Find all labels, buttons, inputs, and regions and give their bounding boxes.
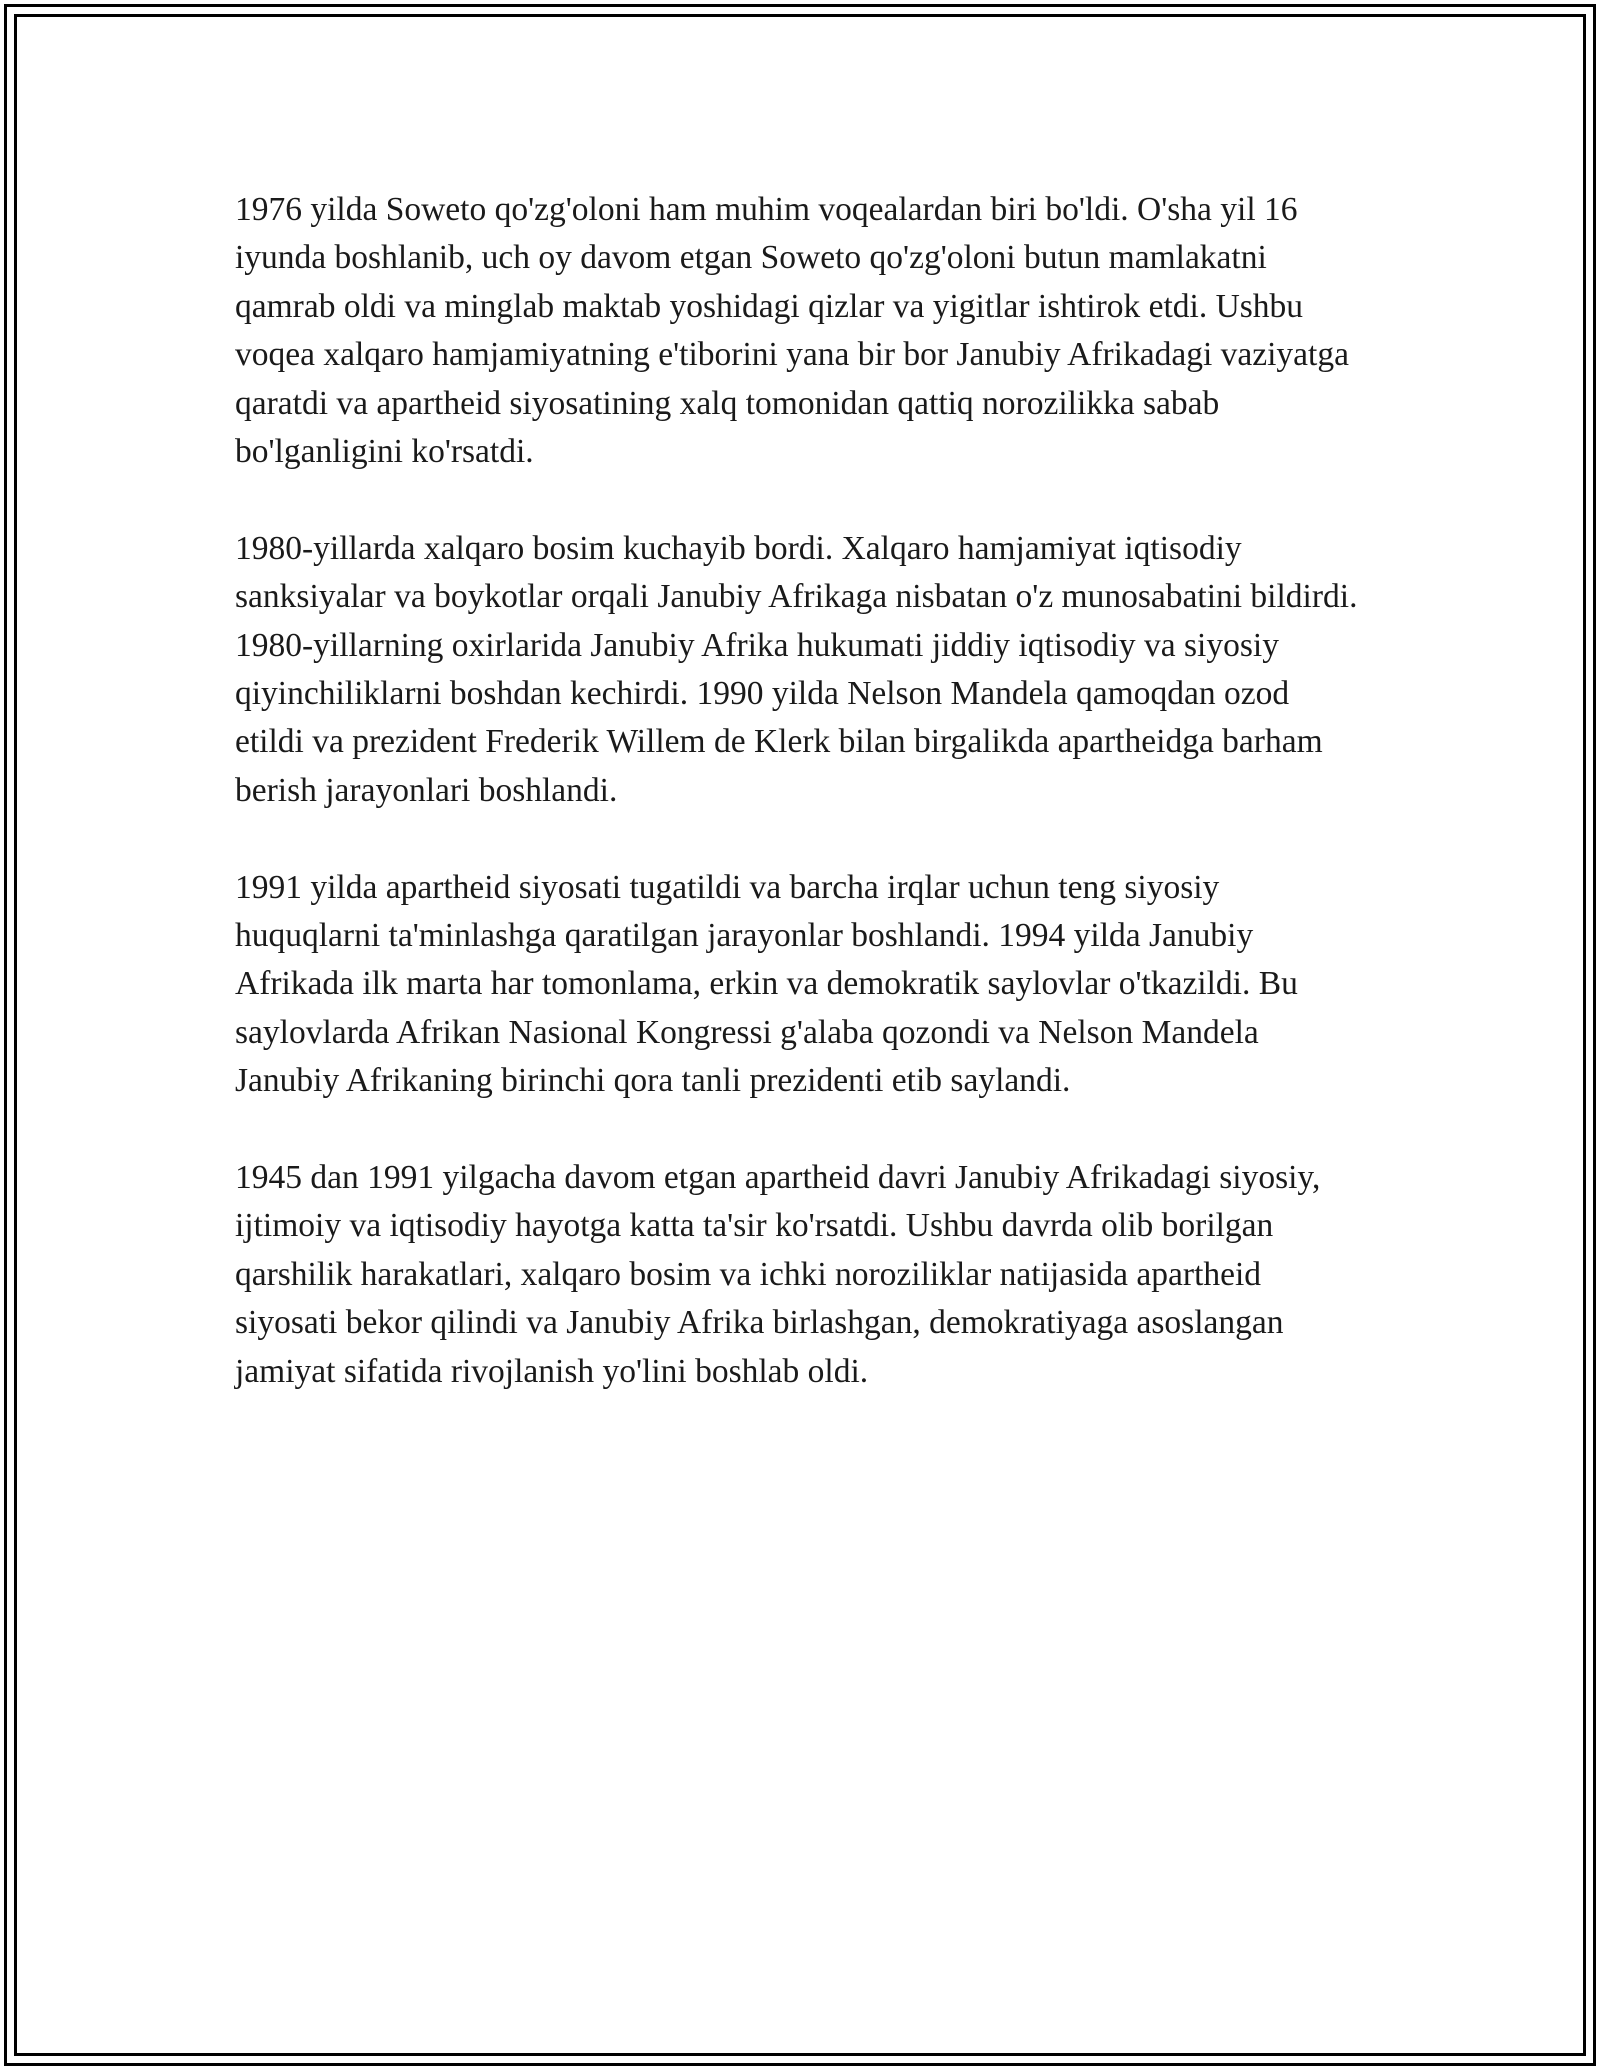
paragraph-soweto-uprising: 1976 yilda Soweto qo'zg'oloni ham muhim voqealardan biri bo'ldi. O'sha yil 16 iyunda boshlanib, uch oy davom etgan Soweto qo'zg'oloni butun mamlakatni qamrab oldi va minglab maktab yoshidagi qizlar va yigitlar ishtirok etdi. Ushbu voqea xalqaro hamjamiyatning e'tiborini yana bir bor Janubiy Afrikadagi vaziyatga qaratdi va apartheid siyosatining xalq tomonidan qattiq norozilikka sabab bo'lganligini ko'rsatdi. xyxy=(235,191,1349,471)
paragraph-international-pressure: 1980-yillarda xalqaro bosim kuchayib bordi. Xalqaro hamjamiyat iqtisodiy sanksiyalar va boykotlar orqali Janubiy Afrikaga nisbatan o'z munosabatini bildirdi. 1980-yillarning oxirlarida Janubiy Afrika hukumati jiddiy iqtisodiy va siyosiy qiyinchiliklarni boshdan kechirdi. 1990 yilda Nelson Mandela qamoqdan ozod etildi va prezident Frederik Willem de Klerk bilan birgalikda apartheidga barham berish jarayonlari boshlandi. xyxy=(235,529,1358,809)
document-body xyxy=(235,186,1365,1445)
paragraph-end-of-apartheid: 1991 yilda apartheid siyosati tugatildi va barcha irqlar uchun teng siyosiy huquqlarni ta'minlashga qaratilgan jarayonlar boshlandi. 1994 yilda Janubiy Afrikada ilk marta har tomonlama, erkin va demokratik saylovlar o'tkazildi. Bu saylovlarda Afrikan Nasional Kongressi g'alaba qozondi va Nelson Mandela Janubiy Afrikaning birinchi qora tanli prezidenti etib saylandi. xyxy=(235,868,1298,1100)
paragraph-apartheid-era-summary: 1945 dan 1991 yilgacha davom etgan apartheid davri Janubiy Afrikadagi siyosiy, ijtimoiy va iqtisodiy hayotga katta ta'sir ko'rsatdi. Ushbu davrda olib borilgan qarshilik harakatlari, xalqaro bosim va ichki noroziliklar natijasida apartheid siyosati bekor qilindi va Janubiy Afrika birlashgan, demokratiyaga asoslangan jamiyat sifatida rivojlanish yo'lini boshlab oldi. xyxy=(235,1159,1321,1390)
